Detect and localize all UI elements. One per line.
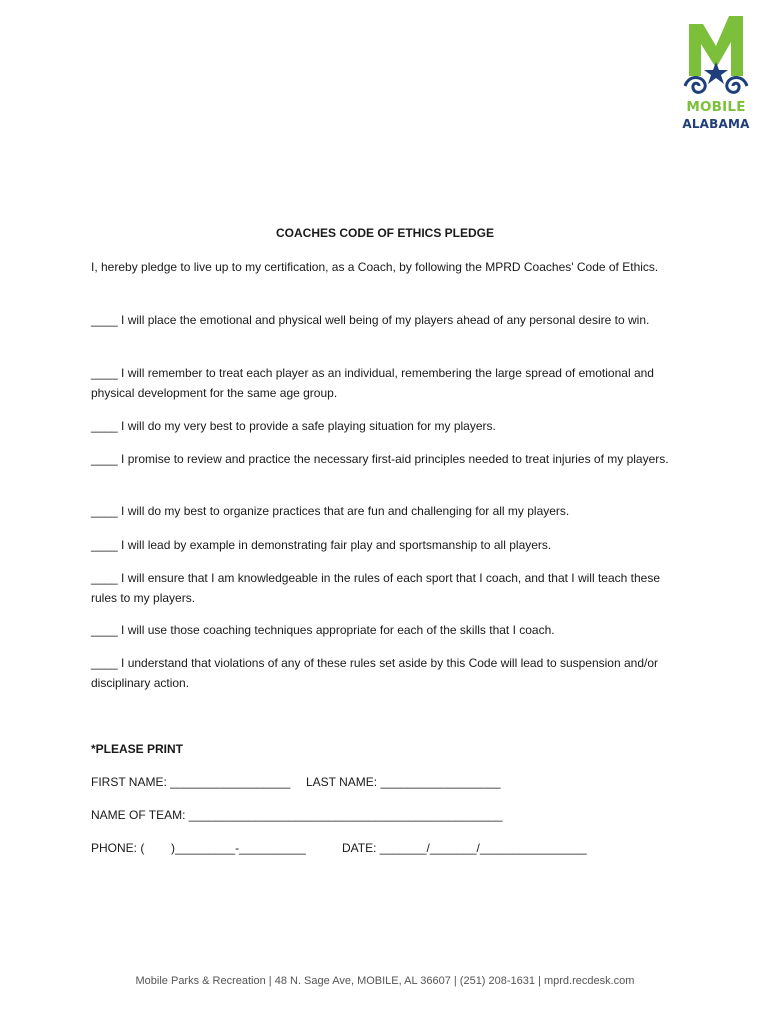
logo-word-alabama: ALABAMA xyxy=(682,117,750,131)
last-name-field: LAST NAME: __________________ xyxy=(306,775,501,789)
phone-field: PHONE: ( )_________-__________ xyxy=(91,841,306,855)
pledge-item: ____ I promise to review and practice the necessary first-aid principles needed to treat injuries of my players. xyxy=(91,452,669,466)
please-print-heading: *PLEASE PRINT xyxy=(91,742,184,756)
mobile-alabama-logo xyxy=(681,16,751,136)
document-title: COACHES CODE OF ETHICS PLEDGE xyxy=(275,226,495,240)
footer-contact: Mobile Parks & Recreation | 48 N. Sage Ave, MOBILE, AL 36607 | (251) 208-1631 | mprd.recdesk.com xyxy=(135,975,635,987)
pledge-item: ____ I understand that violations of any of these rules set aside by this Code will lead to suspension and/or disciplinary action. xyxy=(91,656,659,690)
pledge-item: ____ I will remember to treat each player as an individual, remembering the large spread of emotional and physical development for the same age group. xyxy=(91,366,654,400)
pledge-item: ____ I will do my best to organize practices that are fun and challenging for all my players. xyxy=(91,504,570,518)
pledge-item: ____ I will do my very best to provide a safe playing situation for my players. xyxy=(91,419,496,433)
date-field: DATE: _______/_______/________________ xyxy=(342,841,587,855)
first-name-field: FIRST NAME: __________________ xyxy=(91,775,291,789)
pledge-item: ____ I will lead by example in demonstrating fair play and sportsmanship to all players. xyxy=(91,538,552,552)
pledge-item: ____ I will use those coaching techniques appropriate for each of the skills that I coach. xyxy=(91,623,555,637)
pledge-item: ____ I will ensure that I am knowledgeable in the rules of each sport that I coach, and that I will teach these rules to my players. xyxy=(91,571,661,605)
logo-word-mobile: MOBILE xyxy=(686,99,746,115)
intro-paragraph: I, hereby pledge to live up to my certification, as a Coach, by following the MPRD Coaches' Code of Ethics. xyxy=(91,260,659,274)
logo-m-star-emblem xyxy=(681,16,751,100)
team-name-field: NAME OF TEAM: _______________________________________________ xyxy=(91,808,503,822)
pledge-item: ____ I will place the emotional and physical well being of my players ahead of any personal desire to win. xyxy=(91,313,650,327)
